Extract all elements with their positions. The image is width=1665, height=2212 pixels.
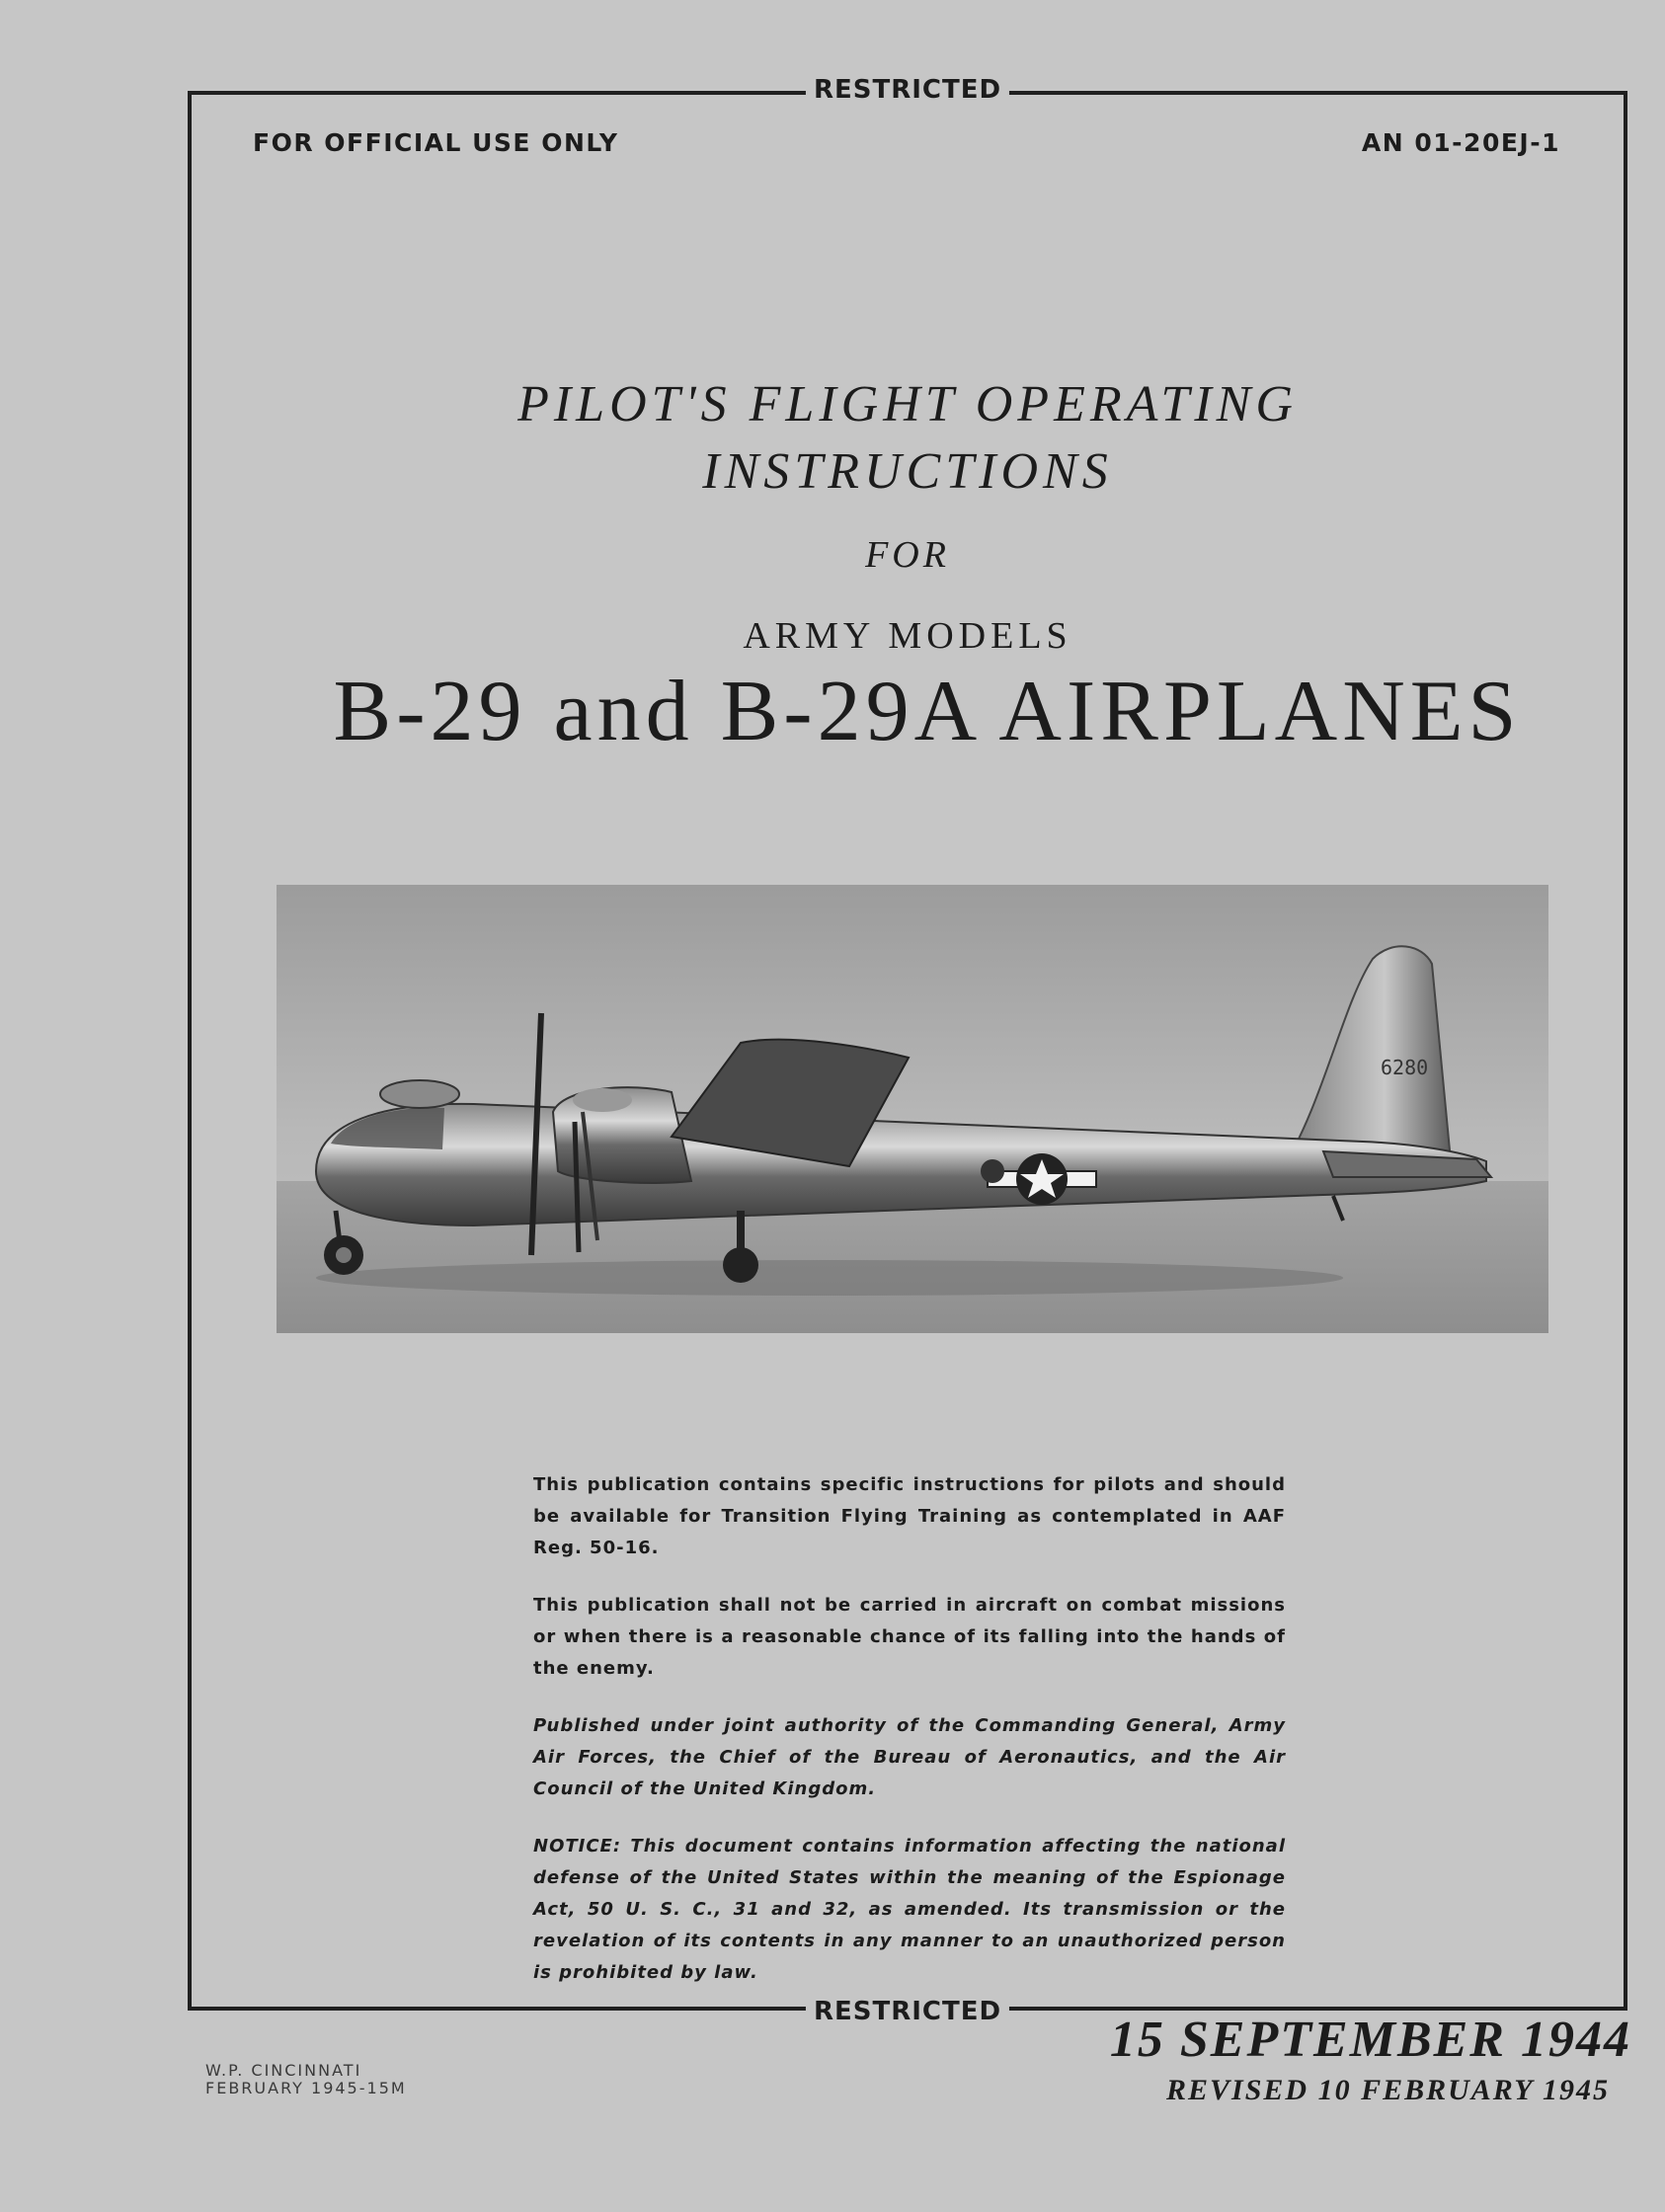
- notice-paragraph-3: Published under joint authority of the Commanding General, Army Air Forces, the Chief of the Bureau of Aeronautics, and the Air Council of the United Kingdom.: [533, 1715, 1286, 1799]
- notice-paragraph-2: This publication shall not be carried in aircraft on combat missions or when there is a reasonable chance of its falling into the hands of the enemy.: [533, 1595, 1286, 1679]
- publication-date: 15 SEPTEMBER 1944: [1109, 2012, 1631, 2068]
- title-line-4: ARMY MODELS: [743, 615, 1072, 657]
- title-line-3: FOR: [865, 534, 950, 576]
- classification-top: RESTRICTED: [806, 75, 1009, 105]
- tail-number: 6280: [1381, 1056, 1429, 1079]
- airplane-photo: [277, 885, 1548, 1333]
- title-line-2: INSTRUCTIONS: [702, 443, 1113, 500]
- printer-line-2: FEBRUARY 1945-15M: [205, 2079, 407, 2097]
- revision-date: REVISED 10 FEBRUARY 1945: [1166, 2074, 1610, 2106]
- notice-block: [533, 1469, 1286, 2014]
- title-line-1: PILOT'S FLIGHT OPERATING: [517, 376, 1298, 433]
- printer-imprint: [205, 2062, 407, 2097]
- use-notice: FOR OFFICIAL USE ONLY: [253, 128, 619, 157]
- printer-line-1: W.P. CINCINNATI: [205, 2061, 362, 2080]
- main-title: B-29 and B-29A AIRPLANES: [333, 664, 1522, 759]
- classification-bottom: RESTRICTED: [806, 1997, 1009, 2026]
- document-number: AN 01-20EJ-1: [1361, 128, 1560, 157]
- notice-paragraph-4: NOTICE: This document contains information affecting the national defense of the United States within the meaning of the Espionage Act, 50 U. S. C., 31 and 32, as amended. Its transmission or the revelation of its contents in any manner to an unauthorized person is prohibited by law.: [533, 1836, 1286, 1983]
- notice-paragraph-1: This publication contains specific instructions for pilots and should be available for Transition Flying Training as contemplated in AAF Reg. 50-16.: [533, 1474, 1286, 1558]
